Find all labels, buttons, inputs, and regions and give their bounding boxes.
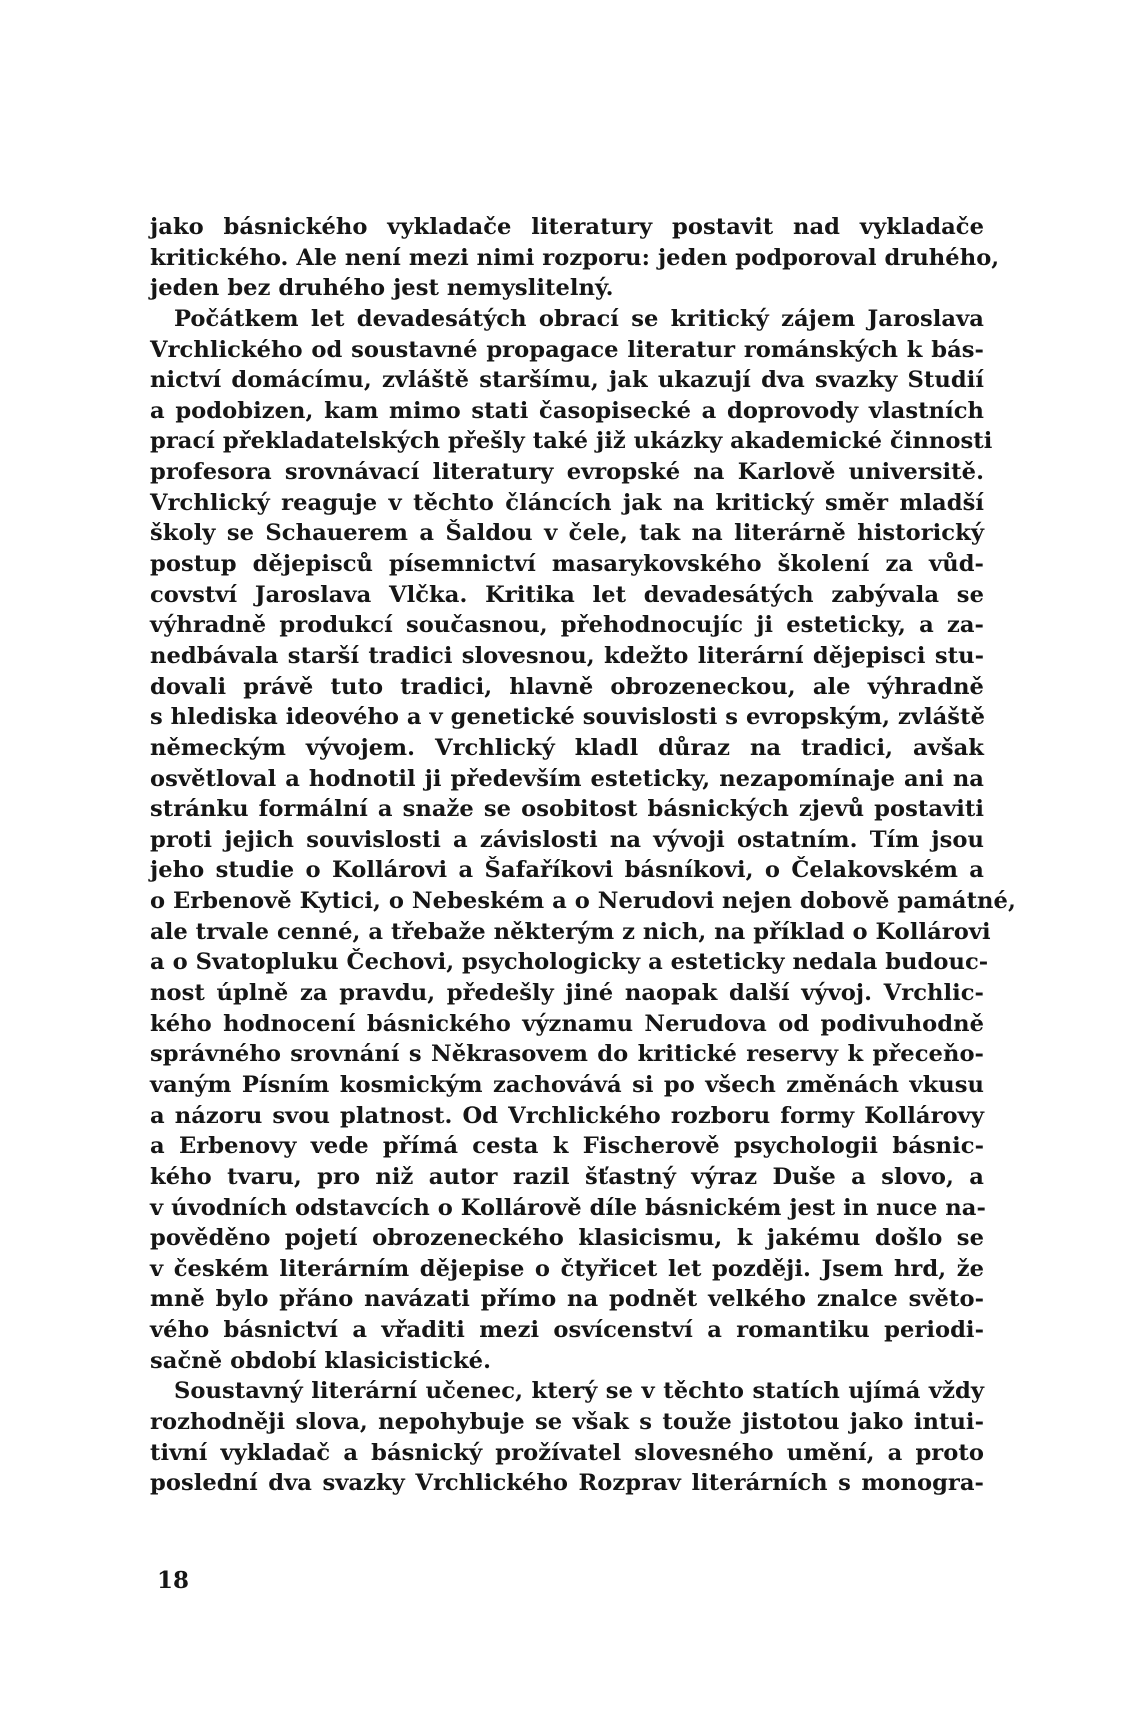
text-line: jeho studie o Kollárovi a Šafaříkovi básníkovi, o Čelakovském a — [150, 857, 984, 884]
text-line: a podobizen, kam mimo stati časopisecké a doprovody vlastních — [150, 397, 984, 424]
text-line: Vrchlický reaguje v těchto článcích jak na kritický směr mladší — [150, 489, 984, 516]
text-line: s hlediska ideového a v genetické souvislosti s evropským, zvláště — [150, 704, 985, 731]
text-line: poslední dva svazky Vrchlického Rozprav literárních s monogra- — [150, 1470, 984, 1497]
text-line: kritického. Ale není mezi nimi rozporu: jeden podporoval druhého, — [150, 244, 1000, 271]
text-line: profesora srovnávací literatury evropské na Karlově universitě. — [150, 459, 984, 486]
text-line: dovali právě tuto tradici, hlavně obrozeneckou, ale výhradně — [150, 673, 984, 700]
text-line: vaným Písním kosmickým zachovává si po všech změnách vkusu — [150, 1071, 984, 1098]
text-line: Vrchlického od soustavné propagace literatur románských k bás- — [150, 336, 984, 363]
text-line: prací překladatelských přešly také již ukázky akademické činnosti — [150, 428, 993, 455]
text-line: nost úplně za pravdu, předešly jiné naopak další vývoj. Vrchlic- — [150, 980, 984, 1007]
text-line: rozhodněji slova, nepohybuje se však s touže jistotou jako intui- — [150, 1408, 984, 1435]
text-line: správného srovnání s Někrasovem do kritické reservy k přeceňo- — [150, 1041, 984, 1068]
text-line: a o Svatopluku Čechovi, psychologicky a esteticky nedala budouc- — [150, 949, 989, 976]
text-line: výhradně produkcí současnou, přehodnocujíc ji esteticky, a za- — [150, 612, 984, 639]
text-line: nictví domácímu, zvláště staršímu, jak ukazují dva svazky Studií — [150, 367, 984, 394]
text-line: vého básnictví a vřaditi mezi osvícenství a romantiku periodi- — [150, 1317, 984, 1344]
text-line: covství Jaroslava Vlčka. Kritika let devadesátých zabývala se — [150, 581, 984, 608]
text-line: v českém literárním dějepise o čtyřicet let později. Jsem hrd, že — [150, 1255, 984, 1282]
text-line: německým vývojem. Vrchlický kladl důraz na tradici, avšak — [150, 734, 984, 761]
text-line: pověděno pojetí obrozeneckého klasicismu, k jakému došlo se — [150, 1225, 984, 1252]
text-line: jeden bez druhého jest nemyslitelný. — [150, 275, 614, 302]
paragraph-first-line: Počátkem let devadesátých obrací se kritický zájem Jaroslava — [174, 305, 984, 332]
paragraph-first-line: Soustavný literární učenec, který se v těchto statích ujímá vždy — [174, 1378, 984, 1405]
text-line: osvětloval a hodnotil ji především esteticky, nezapomínaje ani na — [150, 765, 984, 792]
text-line: jako básnického vykladače literatury postavit nad vykladače — [150, 214, 984, 240]
text-line: sačně období klasicistické. — [150, 1347, 492, 1374]
text-line: kého tvaru, pro niž autor razil šťastný výraz Duše a slovo, a — [150, 1163, 984, 1190]
text-line: proti jejich souvislosti a závislosti na vývoji ostatním. Tím jsou — [150, 826, 984, 853]
text-line: a Erbenovy vede přímá cesta k Fischerově psychologii básnic- — [150, 1133, 984, 1160]
text-line: v úvodních odstavcích o Kollárově díle básnickém jest in nuce na- — [150, 1194, 986, 1221]
text-line: kého hodnocení básnického významu Nerudova od podivuhodně — [150, 1010, 984, 1037]
text-line: a názoru svou platnost. Od Vrchlického rozboru formy Kollárovy — [150, 1102, 984, 1129]
text-line: postup dějepisců písemnictví masarykovského školení za vůd- — [150, 551, 984, 578]
text-line: nedbávala starší tradici slovesnou, kdežto literární dějepisci stu- — [150, 642, 984, 669]
text-line: školy se Schauerem a Šaldou v čele, tak na literárně historický — [150, 520, 984, 547]
text-line: mně bylo přáno navázati přímo na podnět velkého znalce světo- — [150, 1286, 984, 1313]
body-text — [150, 212, 1016, 1499]
text-line: tivní vykladač a básnický prožívatel slovesného umění, a proto — [150, 1439, 984, 1466]
page-number: 18 — [157, 1567, 190, 1594]
text-line: o Erbenově Kytici, o Nebeském a o Nerudovi nejen dobově památné, — [150, 888, 1016, 915]
text-line: stránku formální a snaže se osobitost básnických zjevů postaviti — [150, 796, 984, 823]
text-line: ale trvale cenné, a třebaže některým z nich, na příklad o Kollárovi — [150, 918, 991, 945]
